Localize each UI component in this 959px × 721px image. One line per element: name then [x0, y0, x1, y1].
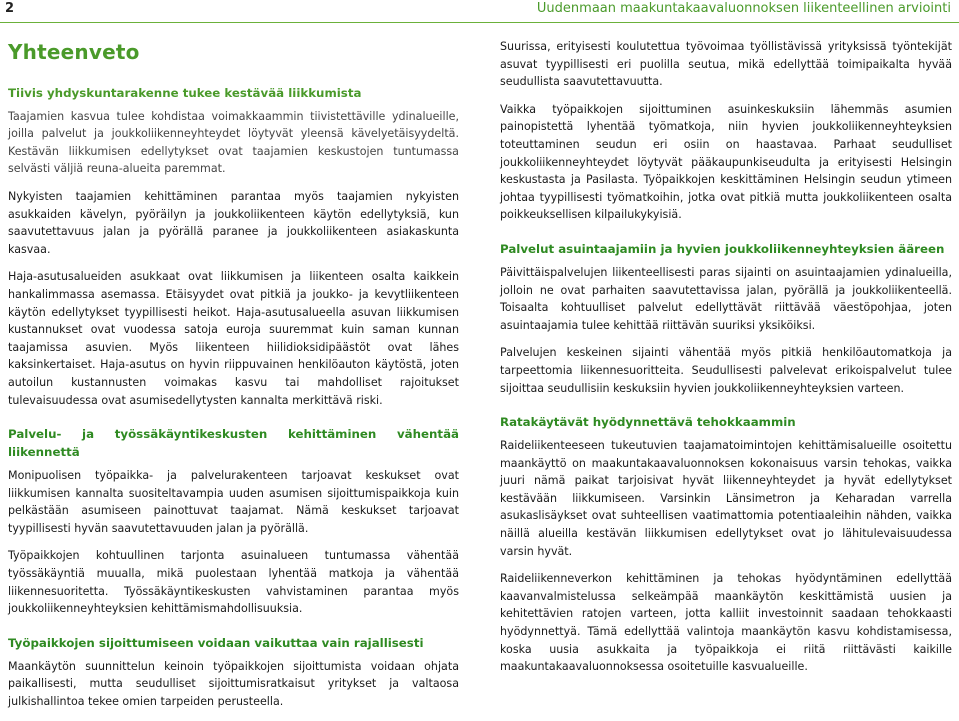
paragraph: Palvelujen keskeinen sijainti vähentää myös pitkiä henkilöautomatkoja ja tarpeettomia liikennesuoritteita. Seudullisesti palvelevat erikoispalvelut tulee sijoittaa seudullisiin keskuksiin hyvien joukkoliikenneyhteyksien varteen. — [500, 346, 952, 395]
running-title: Uudenmaan maakuntakaavaluonnoksen liikenteellinen arviointi — [536, 1, 951, 16]
right-column — [500, 38, 952, 686]
section-heading: Palvelut asuintaajamiin ja hyvien joukkoliikenneyhteyksien ääreen — [500, 241, 945, 256]
page-title: Yhteenveto — [8, 40, 140, 64]
left-column — [8, 34, 459, 721]
paragraph: Haja-asutusalueiden asukkaat ovat liikkumisen ja liikenteen osalta kaikkein hankalimmassa asemassa. Etäisyydet ovat pitkiä ja joukko- ja kevytliikenteen käytön edellytykset tyypillisesti heikot. Haja-asutusalueella asuvan liikkumisen kustannukset ovat vuodessa satoja euroja suuremmat kuin saman kunnan taajamissa asuvien. Myös liikenteen hiilidioksidipäästöt ovat lähes kaksinkertaiset. Haja-asutus on hyvin riippuvainen henkilöauton käytöstä, joten autoilun kustannusten voimakas kasvu tai mahdolliset rajoitukset tulevaisuudessa ovat asumisedellytysten kannalta merkittävä riski. — [8, 270, 459, 407]
running-header — [0, 0, 959, 23]
section-heading: Tiivis yhdyskuntarakenne tukee kestävää liikkumista — [8, 85, 362, 100]
section-heading: Palvelu- ja työssäkäyntikeskusten kehittäminen vähentää liikennettä — [8, 427, 459, 460]
section-heading: Ratakäytävät hyödynnettävä tehokkaammin — [500, 415, 796, 430]
paragraph: Työpaikkojen kohtuullinen tarjonta asuinalueen tuntumassa vähentää työssäkäyntiä muualla, mikä puolestaan lyhentää matkoja ja vähentää liikennesuoritetta. Työssäkäyntikeskusten vahvistaminen parantaa myös joukkoliikenneyhteyksien kehittämismahdollisuuksia. — [8, 549, 459, 616]
paragraph: Monipuolisen työpaikka- ja palvelurakenteen tarjoavat keskukset ovat liikkumisen kannalta suositeltavampia uuden asumisen sijoittumispaikkoja kuin pelkästään asumiseen painottuvat taajamat. Nämä keskukset tarjoavat tyypillisesti hyvän saavutettavuuden jalan ja pyörällä. — [8, 469, 459, 535]
page-number: 2 — [5, 1, 15, 16]
paragraph: Maankäytön suunnittelun keinoin työpaikkojen sijoittumista voidaan ohjata paikallisesti, mutta seudulliset sijoittumisratkaisut yritykset ja valtaosa julkishallintoa tekee omien tarpeiden perusteella. — [8, 659, 459, 709]
paragraph: Taajamien kasvua tulee kohdistaa voimakkaammin tiivistettäville ydinalueille, joilla palvelut ja joukkoliikenneyhteydet löytyvät yleensä kävelyetäisyydeltä. Kestävän liikkumisen edellytykset ovat taajamien keskustojen tuntumassa selvästi väljiä reuna-alueita paremmat. — [8, 109, 459, 176]
paragraph: Vaikka työpaikkojen sijoittuminen asuinkeskuksiin lähemmäs asumien painopistettä lyhentää työmatkoja, niin hyvien joukkoliikenneyhteyksien toteuttaminen seudun eri osiin on haastavaa. Parhaat seudulliset joukkoliikenneyhteydet löytyvät pääkaupunkiseudulta ja erityisesti Helsingin keskustasta ja Pasilasta. Työpaikkojen keskittäminen Helsingin seudun ytimeen johtaa tyypillisesti työmatkoihin, jotka ovat pitkiä mutta joukkoliikenteen osalta poikkeuksellisen kilpailukykyisiä. — [500, 102, 952, 222]
paragraph: Päivittäispalvelujen liikenteellisesti paras sijainti on asuintaajamien ydinalueilla, jolloin ne ovat parhaiten saavutettavissa jalan, pyörällä ja joukkoliikenteellä. Toisaalta kohtuulliset palvelut edellyttävät riittävää väestöpohjaa, joten asuintaajamia tulee kehittää riittävän suuriksi yksiköiksi. — [500, 265, 952, 332]
paragraph: Suurissa, erityisesti koulutettua työvoimaa työllistävissä yrityksissä työntekijät asuvat tyypillisesti eri puolilla seutua, mikä edellyttää toimipaikalta hyvää seudullista saavutettavuutta. — [500, 40, 952, 89]
paragraph: Raideliikenneverkon kehittäminen ja tehokas hyödyntäminen edellyttää kaavanvalmistelussa selkeämpää maankäytön keskittämistä uusien ja kehitettävien ratojen varteen, jotta kalliit investoinnit saadaan tehokkaasti hyödynnettyä. Tämä edellyttää valintoja maankäytön kasvu kohdistamisessa, koska uusia asukkaita ja työpaikkoja ei riitä riittävästi kaikille maakuntakaavaluonnoksessa osoitetuille kasvualueille. — [500, 572, 952, 674]
paragraph: Raideliikenteeseen tukeutuvien taajamatoimintojen kehittämisalueille osoitettu maankäyttö on maakuntakaavaluonnoksen kokonaisuus varsin tehokas, vaikka juuri nämä paikat tarjoisivat hyvät liikenneyhteydet ja hyvät edellytykset kestävään liikkumiseen. Varsinkin Länsimetron ja Keharadan varrella asukaslisäykset ovat suhteellisen vaatimattomia potentiaaleihin nähden, vaikka näillä alueilla kestävän liikkumisen edellytykset ovat jo lähitulevaisuudessa varsin hyvät. — [500, 439, 952, 558]
paragraph: Nykyisten taajamien kehittäminen parantaa myös taajamien nykyisten asukkaiden kävelyn, pyöräilyn ja joukkoliikenteen käytön edellytyksiä, kun saavutettavuus jalan ja pyörällä paranee ja joukkoliikenteen asiakaskunta kasvaa. — [8, 189, 459, 256]
section-heading: Työpaikkojen sijoittumiseen voidaan vaikuttaa vain rajallisesti — [8, 635, 424, 650]
